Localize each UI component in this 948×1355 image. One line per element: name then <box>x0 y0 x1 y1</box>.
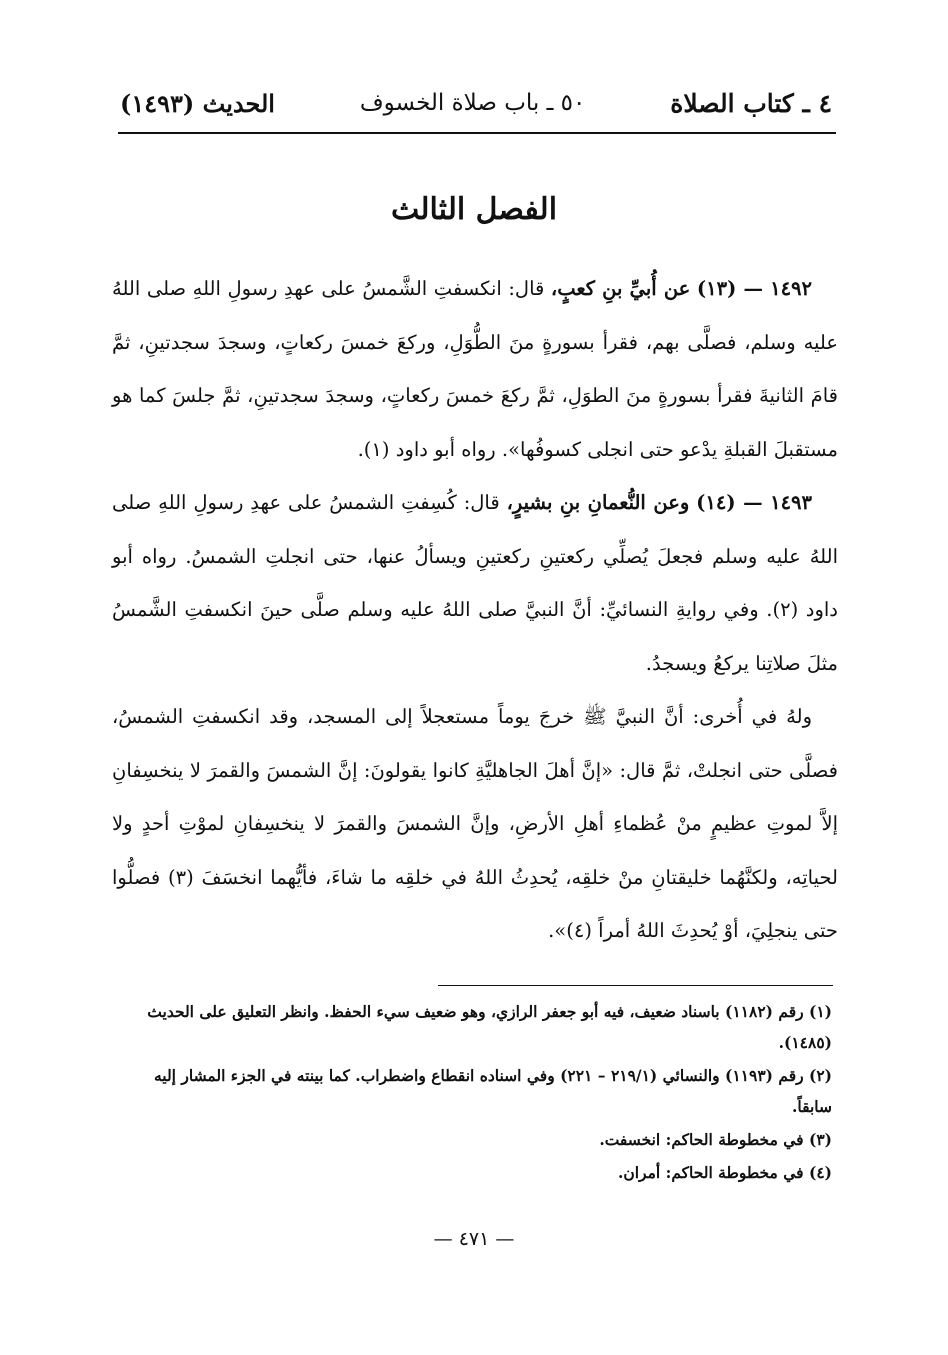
footnotes <box>112 996 832 1190</box>
header-book-title: ٤ ـ كتاب الصلاة <box>670 88 832 118</box>
header-divider <box>118 132 836 134</box>
hadith-narrator: عن أُبيِّ بنِ كعبٍ، <box>550 277 691 300</box>
footnote-divider <box>438 985 833 986</box>
footnote-4: (٤) في مخطوطة الحاكم: أمران. <box>617 1163 832 1182</box>
hadith-1493 <box>112 476 838 690</box>
page-number: — ٤٧١ — <box>433 1228 515 1250</box>
running-header <box>120 78 832 128</box>
header-chapter-title: ٥٠ ـ باب صلاة الخسوف <box>359 90 586 116</box>
hadith-number: ١٤٩٣ — (١٤) <box>696 491 812 514</box>
hadith-text: قال: انكسفتِ الشَّمسُ على عهدِ رسولِ اللهِ صلى اللهُ عليه وسلم، فصلَّى بهم، فقرأ بسورةٍ منَ الطُّوَلِ، وركعَ خمسَ ركعاتٍ، وسجدَ سجدتينِ، ثمَّ قامَ الثانيةَ فقرأ بسورةٍ منَ الطوَلِ، ثمَّ ركعَ خمسَ ركعاتٍ، وسجدَ سجدتينِ، ثمَّ جلسَ كما هو مستقبلَ القبلةِ يدْعو حتى انجلى كسوفُها». رواه أبو داود (١). <box>112 277 838 461</box>
header-hadith-range: الحديث (١٤٩٣) <box>120 88 275 118</box>
footnote-2: (٢) رقم (١١٩٣) والنسائي (٢١٩/١ – ٢٢١) وفي اسناده انقطاع واضطراب. كما بينته في الجزء المشار إليه سابقاً. <box>153 1066 832 1116</box>
hadith-1492 <box>112 262 838 476</box>
main-text <box>112 262 838 958</box>
hadith-continuation: ولهُ في أُخرى: أنَّ النبيَّ ﷺ خرجَ يوماً مستعجلاً إلى المسجد، وقد انكسفتِ الشمسُ، فصلَّى حتى انجلتْ، ثمَّ قال: «إنَّ أهلَ الجاهليَّةِ كانوا يقولونَ: إنَّ الشمسَ والقمرَ لا ينخسِفانِ إلاَّ لموتِ عظيمٍ منْ عُظماءِ أهلِ الأرضِ، وإنَّ الشمسَ والقمرَ لا ينخسِفانِ لموْتِ أحدٍ ولا لحياتِه، ولكنَّهُما خليقتانِ منْ خلقِه، يُحدِثُ اللهُ في خلقِه ما شاءَ، فأيُّهما انخسَفَ (٣) فصلُّوا حتى ينجلِيَ، أوْ يُحدِثَ اللهُ أمراً (٤)». <box>112 705 838 942</box>
footnote-1: (١) رقم (١١٨٢) باسناد ضعيف، فيه أبو جعفر الرازي، وهو ضعيف سيء الحفظ. وانظر التعليق على الحديث (١٤٨٥). <box>147 1002 832 1052</box>
hadith-number: ١٤٩٢ — (١٣) <box>696 277 812 300</box>
section-title: الفصل الثالث <box>390 192 558 227</box>
hadith-text: قال: كُسِفتِ الشمسُ على عهدِ رسولِ اللهِ صلى اللهُ عليه وسلم فجعلَ يُصلِّي ركعتينِ ركعتينِ ويسألُ عنها، حتى انجلتِ الشمسُ. رواه أبو داود (٢). وفي روايةِ النسائيِّ: أنَّ النبيَّ صلى اللهُ عليه وسلم صلَّى حينَ انكسفتِ الشَّمسُ مثلَ صلاتِنا يركعُ ويسجدُ. <box>112 491 838 675</box>
hadith-narrator: وعن النُّعمانِ بنِ بشيرٍ، <box>506 491 690 514</box>
footnote-3: (٣) في مخطوطة الحاكم: انخسفت. <box>599 1130 832 1149</box>
